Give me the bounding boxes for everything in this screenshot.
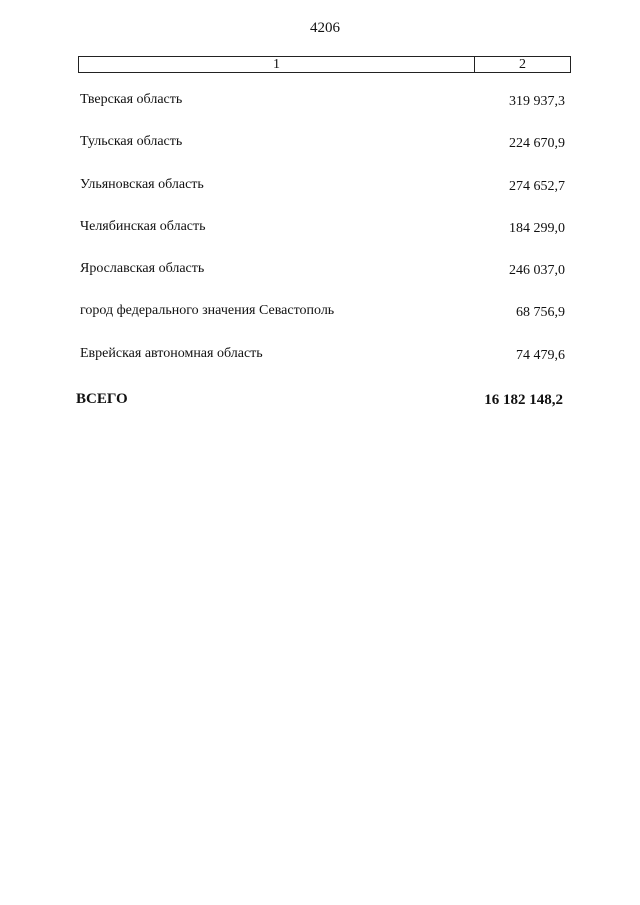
region-value: 224 670,9: [509, 136, 565, 152]
table-header: [78, 56, 571, 73]
table-row: [0, 261, 640, 303]
column-header-1: 1: [79, 57, 475, 72]
region-value: 74 479,6: [516, 347, 565, 363]
page-number: 4206: [310, 20, 340, 36]
region-name: город федерального значения Севастополь: [80, 303, 335, 319]
region-value: 246 037,0: [509, 263, 565, 279]
table-row: [0, 346, 640, 388]
table-row: [0, 303, 640, 345]
region-value: 68 756,9: [516, 305, 565, 321]
region-name: Челябинская область: [80, 218, 206, 234]
total-label: ВСЕГО: [76, 391, 128, 407]
region-name: Еврейская автономная область: [80, 345, 263, 361]
table-row: [0, 177, 640, 219]
region-name: Тверская область: [80, 92, 183, 107]
table-row: [0, 92, 640, 134]
region-value: 274 652,7: [509, 178, 565, 194]
table-body: [0, 92, 640, 388]
table-row: [0, 134, 640, 176]
region-name: Тульская область: [80, 134, 183, 150]
column-header-2: 2: [519, 57, 526, 72]
region-value: 319 937,3: [509, 94, 565, 109]
region-name: Ярославская область: [80, 261, 205, 277]
region-name: Ульяновская область: [80, 176, 204, 192]
table-row: [0, 219, 640, 261]
total-value: 16 182 148,2: [484, 392, 563, 408]
region-value: 184 299,0: [509, 220, 565, 236]
